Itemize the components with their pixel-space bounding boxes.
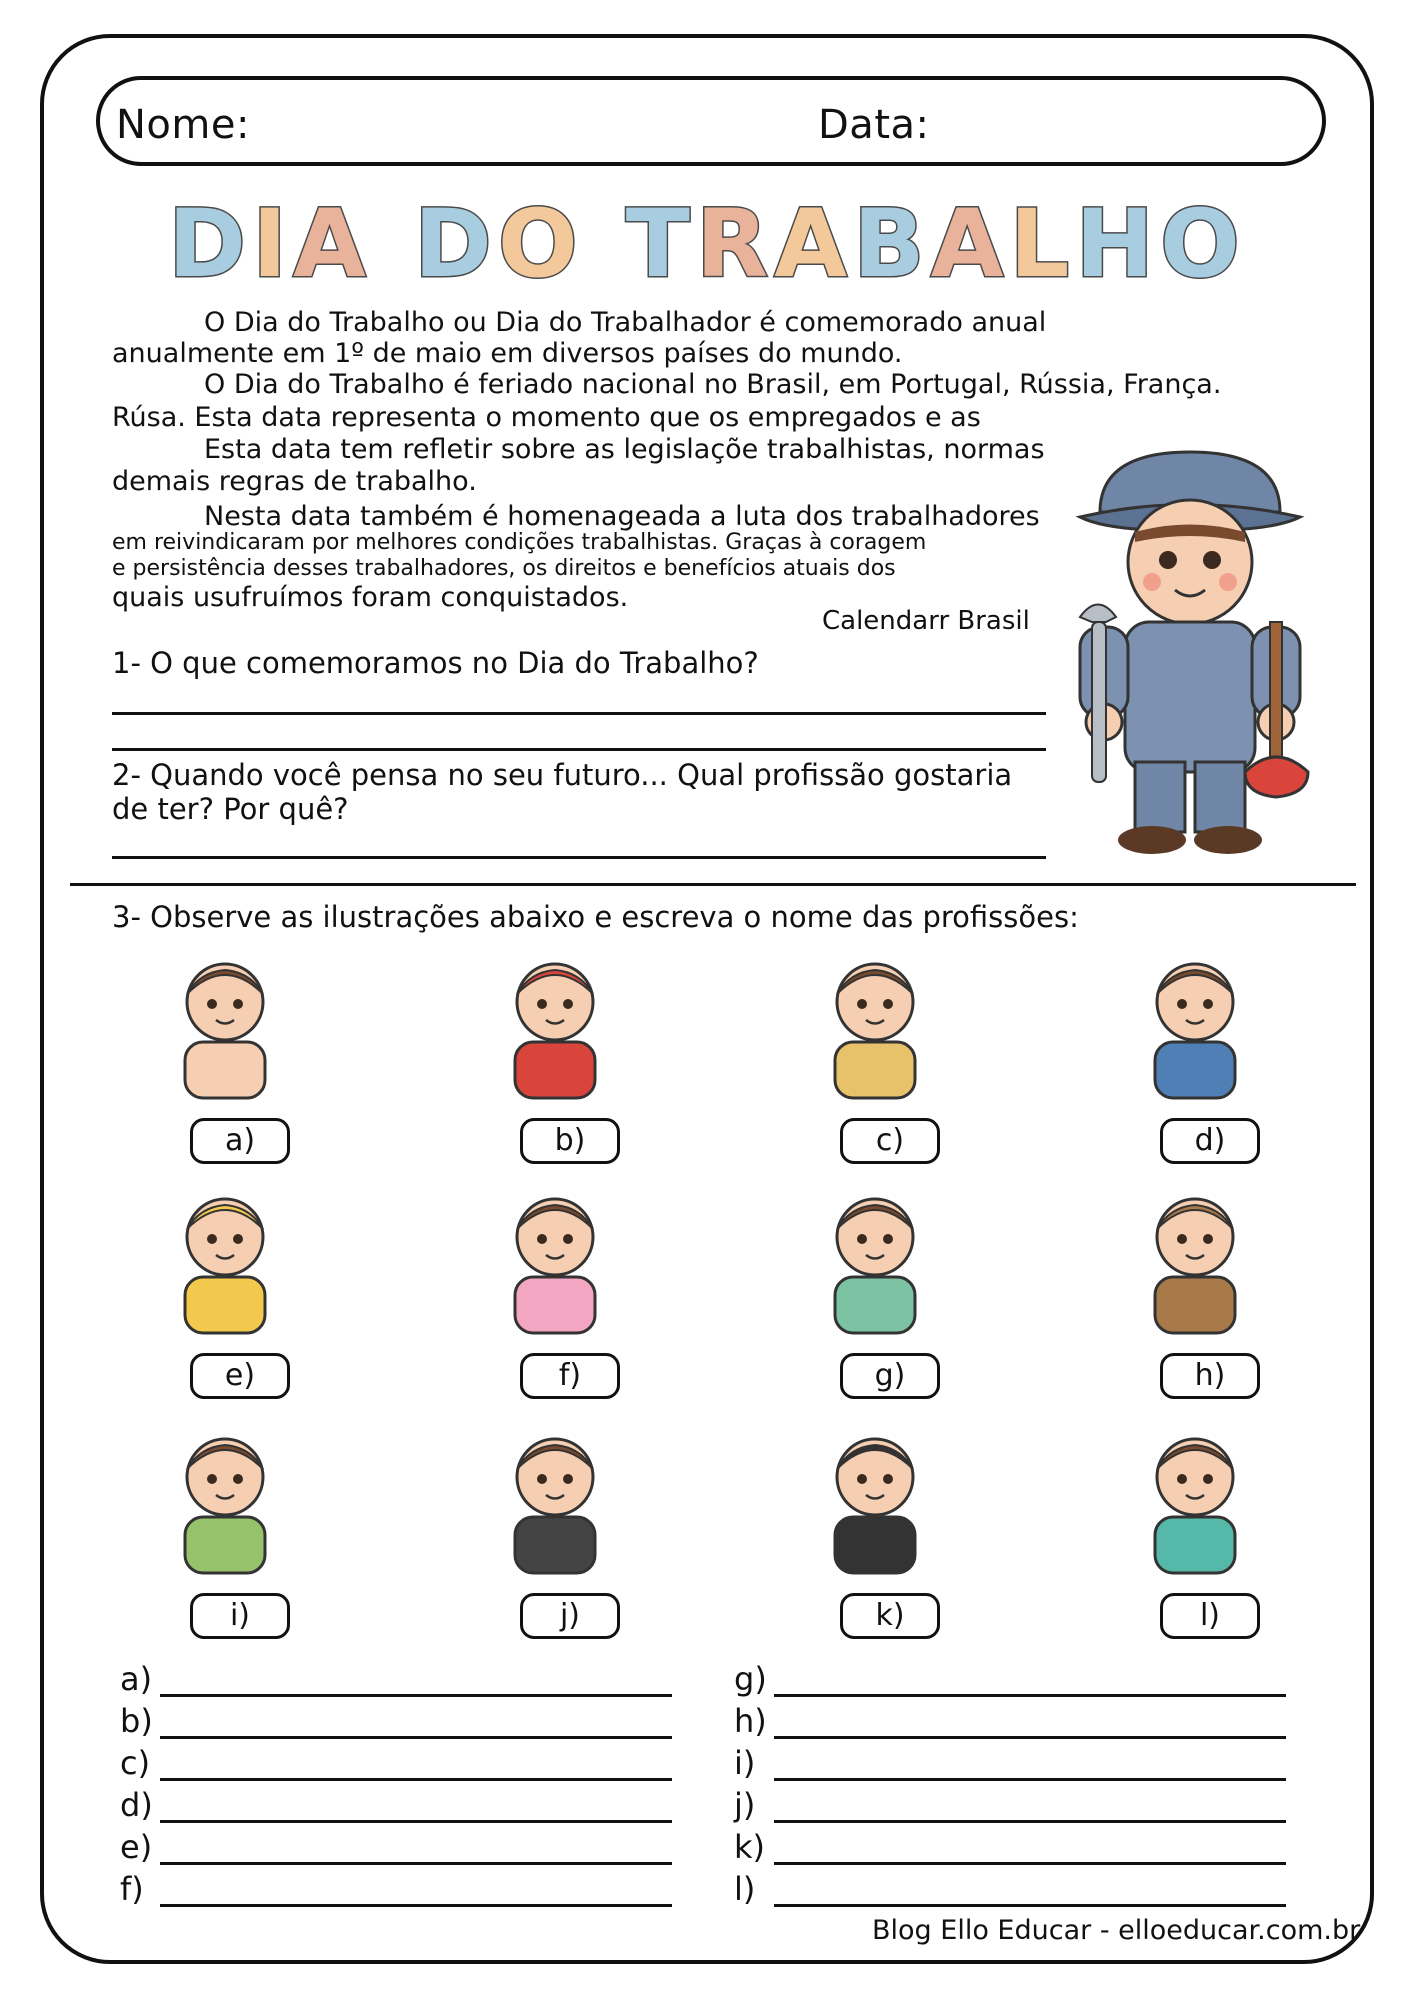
profession-card (470, 950, 640, 1100)
judge-icon (790, 1425, 960, 1575)
answer-line-right[interactable] (774, 1904, 1286, 1907)
question-3: 3- Observe as ilustrações abaixo e escreva o nome das profissões: (112, 900, 1079, 934)
text-p3b: demais regras de trabalho. (112, 466, 477, 497)
profession-label: j) (520, 1593, 620, 1639)
answer-label-left: a) (120, 1660, 153, 1698)
waiter-icon (470, 1425, 640, 1575)
profession-card (470, 1425, 640, 1575)
answer-line-left[interactable] (160, 1820, 672, 1823)
answer-label-right: k) (734, 1828, 766, 1866)
profession-label: l) (1160, 1593, 1260, 1639)
title-letter: A (930, 190, 1010, 299)
title-letter: A (293, 190, 372, 299)
title-letter: H (1075, 190, 1161, 299)
surgeon-icon (1110, 1425, 1280, 1575)
answer-line-right[interactable] (774, 1778, 1286, 1781)
header-box (96, 76, 1326, 166)
profession-card (790, 1425, 960, 1575)
answer-label-right: g) (734, 1660, 767, 1698)
answer-line-left[interactable] (160, 1904, 672, 1907)
answer-label-left: e) (120, 1828, 153, 1866)
title-letter: O (1160, 190, 1246, 299)
painter-icon (790, 950, 960, 1100)
florist-icon (140, 1425, 310, 1575)
profession-card (140, 1185, 310, 1335)
text-p4d: quais usufruímos foram conquistados. (112, 582, 629, 613)
answer-line-q1-1[interactable] (112, 712, 1046, 715)
name-label: Nome: (116, 102, 250, 148)
profession-label: a) (190, 1118, 290, 1164)
footer-credit: Blog Ello Educar - elloeducar.com.br (872, 1915, 1361, 1946)
answer-line-left[interactable] (160, 1694, 672, 1697)
answer-line-right[interactable] (774, 1694, 1286, 1697)
profession-label: e) (190, 1353, 290, 1399)
profession-label: b) (520, 1118, 620, 1164)
answer-line-right[interactable] (774, 1862, 1286, 1865)
answer-line-left[interactable] (160, 1736, 672, 1739)
source-credit: Calendarr Brasil (822, 606, 1030, 636)
answer-label-left: d) (120, 1786, 153, 1824)
profession-label: i) (190, 1593, 290, 1639)
profession-card (1110, 1425, 1280, 1575)
firefighter-icon (470, 950, 640, 1100)
question-2b: de ter? Por quê? (112, 792, 349, 826)
text-p1a: O Dia do Trabalho ou Dia do Trabalhador é comemorado anual (204, 307, 1047, 338)
detective-icon (1110, 1185, 1280, 1335)
title-letter: D (168, 190, 253, 299)
profession-label: f) (520, 1353, 620, 1399)
answer-line-q2[interactable] (112, 856, 1046, 859)
answer-line-right[interactable] (774, 1820, 1286, 1823)
title-letter: L (1009, 190, 1076, 299)
profession-label: c) (840, 1118, 940, 1164)
title-letter: B (853, 190, 931, 299)
answer-label-left: f) (120, 1870, 144, 1908)
text-p4c: e persistência desses trabalhadores, os direitos e benefícios atuais dos (112, 556, 896, 581)
title-letter: I (252, 190, 294, 299)
answer-line-q1-2[interactable] (112, 748, 1046, 751)
answer-label-right: j) (734, 1786, 756, 1824)
profession-label: g) (840, 1353, 940, 1399)
answer-label-right: h) (734, 1702, 767, 1740)
answer-label-left: b) (120, 1702, 153, 1740)
question-2a: 2- Quando você pensa no seu futuro... Qual profissão gostaria (112, 758, 1013, 792)
text-p2a: O Dia do Trabalho é feriado nacional no Brasil, em Portugal, Rússia, França. (204, 369, 1222, 400)
profession-card (1110, 1185, 1280, 1335)
text-p3a: Esta data tem refletir sobre as legislaçõe trabalhistas, normas (204, 434, 1045, 465)
profession-label: h) (1160, 1353, 1260, 1399)
answer-line-right[interactable] (774, 1736, 1286, 1739)
section-divider (70, 883, 1356, 886)
profession-card (790, 950, 960, 1100)
answer-line-left[interactable] (160, 1862, 672, 1865)
title-letter: A (774, 190, 854, 299)
page-title (0, 190, 1414, 300)
title-letter: D (413, 190, 498, 299)
singer-icon (470, 1185, 640, 1335)
profession-card (140, 950, 310, 1100)
cashier-icon (140, 950, 310, 1100)
text-p4b: em reivindicaram por melhores condições trabalhistas. Graças à coragem (112, 530, 927, 555)
answer-label-right: l) (734, 1870, 756, 1908)
profession-label: k) (840, 1593, 940, 1639)
veterinarian-icon (790, 1185, 960, 1335)
profession-card (790, 1185, 960, 1335)
answer-label-left: c) (120, 1744, 151, 1782)
title-letter: R (695, 190, 775, 299)
text-p2b: Rúsa. Esta data representa o momento que os empregados e as (112, 402, 981, 433)
worker-illustration (1040, 422, 1350, 872)
profession-card (140, 1425, 310, 1575)
answer-line-left[interactable] (160, 1778, 672, 1781)
profession-card (1110, 950, 1280, 1100)
text-p4a: Nesta data também é homenageada a luta dos trabalhadores (204, 501, 1040, 532)
profession-card (470, 1185, 640, 1335)
answer-label-right: i) (734, 1744, 756, 1782)
mail-carrier-icon (1110, 950, 1280, 1100)
profession-label: d) (1160, 1118, 1260, 1164)
text-p1b: anualmente em 1º de maio em diversos países do mundo. (112, 338, 903, 369)
date-label: Data: (818, 102, 930, 148)
question-1: 1- O que comemoramos no Dia do Trabalho? (112, 646, 759, 680)
title-letter: O (497, 190, 584, 299)
title-letter: T (625, 190, 696, 299)
photographer-icon (140, 1185, 310, 1335)
